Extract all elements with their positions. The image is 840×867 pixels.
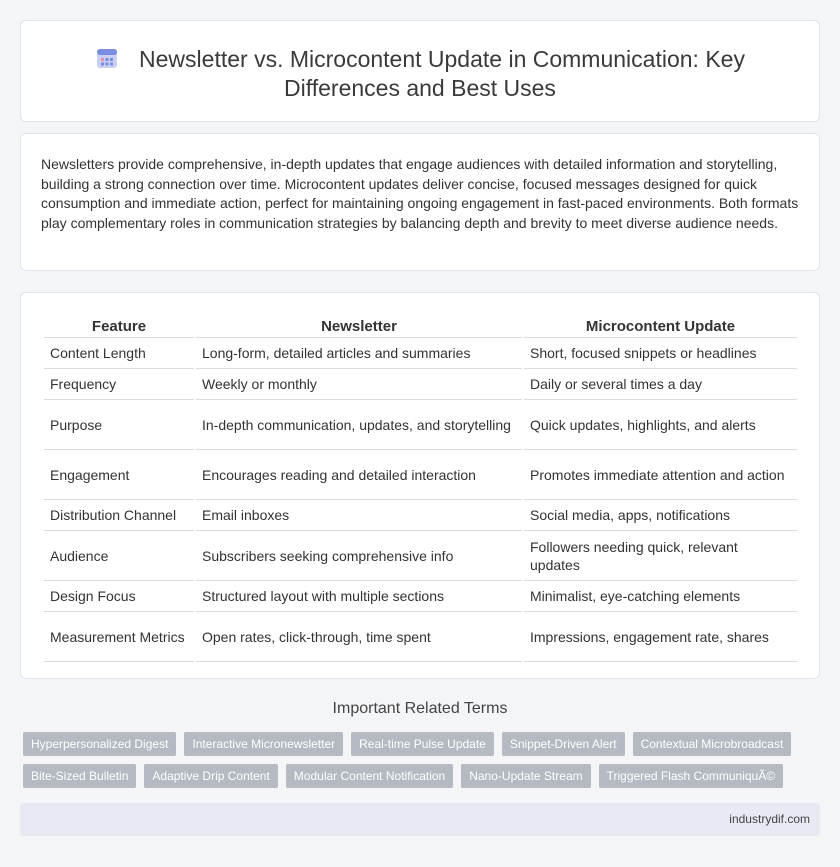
table-row (44, 500, 797, 531)
page-title (21, 45, 819, 103)
newsletter-cell: Long-form, detailed articles and summaries (196, 338, 522, 369)
feature-cell: Purpose (44, 400, 194, 450)
related-term-tag[interactable]: Bite-Sized Bulletin (23, 764, 136, 788)
microcontent-cell: Minimalist, eye-catching elements (524, 581, 797, 612)
related-term-tag[interactable]: Snippet-Driven Alert (502, 732, 625, 756)
feature-cell: Frequency (44, 369, 194, 400)
feature-cell: Distribution Channel (44, 500, 194, 531)
related-term-tag[interactable]: Modular Content Notification (286, 764, 453, 788)
microcontent-cell: Followers needing quick, relevant updates (524, 531, 797, 581)
microcontent-cell: Short, focused snippets or headlines (524, 338, 797, 369)
related-term-tag[interactable]: Interactive Micronewsletter (184, 732, 343, 756)
comparison-table (42, 316, 799, 662)
intro-card (20, 133, 820, 271)
newsletter-cell: Email inboxes (196, 500, 522, 531)
page-title-text: Newsletter vs. Microcontent Update in Communication: Key Differences and Best Uses (139, 46, 745, 101)
related-term-tag[interactable]: Adaptive Drip Content (144, 764, 277, 788)
related-terms-list (23, 732, 803, 796)
feature-cell: Engagement (44, 450, 194, 500)
tag-row (23, 764, 803, 788)
footer (20, 803, 820, 836)
related-term-tag[interactable]: Nano-Update Stream (461, 764, 590, 788)
table-row (44, 581, 797, 612)
feature-cell: Design Focus (44, 581, 194, 612)
column-header-feature: Feature (44, 316, 194, 338)
related-terms-title: Important Related Terms (332, 700, 508, 717)
table-header-row (44, 316, 797, 338)
feature-cell: Measurement Metrics (44, 612, 194, 662)
column-header-microcontent: Microcontent Update (524, 316, 797, 338)
footer-site-link[interactable]: industrydif.com (729, 812, 810, 826)
related-term-tag[interactable]: Hyperpersonalized Digest (23, 732, 176, 756)
intro-text: Newsletters provide comprehensive, in-depth updates that engage audiences with detailed information and storytelling, building a strong connection over time. Microcontent updates deliver concise, focused messages designed for quick consumption and immediate action, perfect for maintaining ongoing engagement in fast-paced environments. Both formats play complementary roles in communication strategies by balancing depth and brevity to meet diverse audience needs. (41, 156, 799, 231)
microcontent-cell: Quick updates, highlights, and alerts (524, 400, 797, 450)
table-row (44, 400, 797, 450)
newsletter-cell: Open rates, click-through, time spent (196, 612, 522, 662)
table-row (44, 369, 797, 400)
feature-cell: Audience (44, 531, 194, 581)
header-card (20, 20, 820, 122)
newsletter-cell: Weekly or monthly (196, 369, 522, 400)
newsletter-cell: Subscribers seeking comprehensive info (196, 531, 522, 581)
related-term-tag[interactable]: Triggered Flash CommuniquÃ© (599, 764, 783, 788)
feature-cell: Content Length (44, 338, 194, 369)
related-term-tag[interactable]: Real-time Pulse Update (351, 732, 494, 756)
related-term-tag[interactable]: Contextual Microbroadcast (633, 732, 792, 756)
table-row (44, 612, 797, 662)
microcontent-cell: Promotes immediate attention and action (524, 450, 797, 500)
table-row (44, 338, 797, 369)
microcontent-cell: Impressions, engagement rate, shares (524, 612, 797, 662)
microcontent-cell: Daily or several times a day (524, 369, 797, 400)
newsletter-cell: In-depth communication, updates, and storytelling (196, 400, 522, 450)
microcontent-cell: Social media, apps, notifications (524, 500, 797, 531)
table-row (44, 531, 797, 581)
column-header-newsletter: Newsletter (196, 316, 522, 338)
calendar-icon (95, 46, 119, 70)
table-row (44, 450, 797, 500)
comparison-card (20, 292, 820, 679)
newsletter-cell: Encourages reading and detailed interaction (196, 450, 522, 500)
newsletter-cell: Structured layout with multiple sections (196, 581, 522, 612)
tag-row (23, 732, 803, 756)
